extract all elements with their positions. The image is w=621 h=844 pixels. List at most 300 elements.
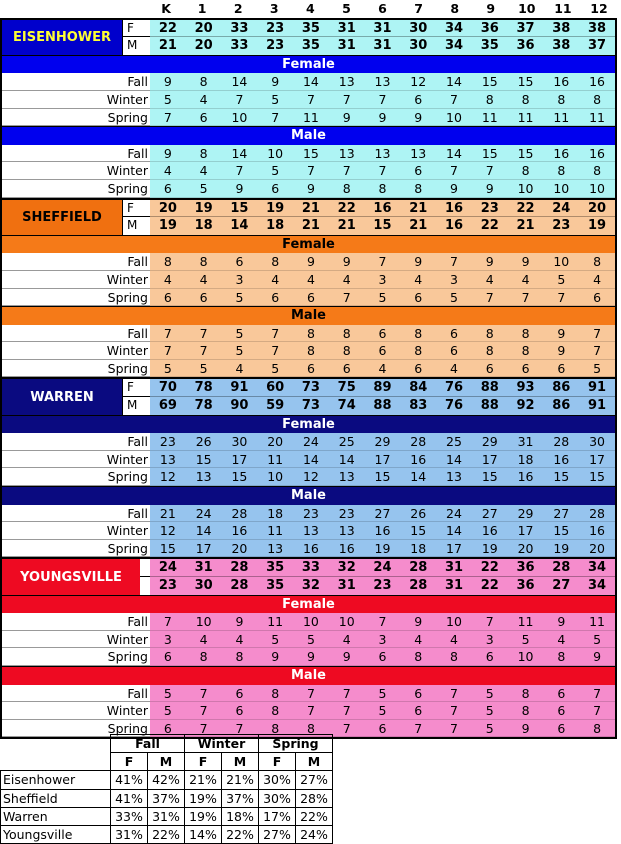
data-cell: 8 <box>508 685 544 703</box>
total-cell: 91 <box>222 379 258 397</box>
data-cell: 14 <box>186 522 222 540</box>
data-cell: 4 <box>150 162 186 180</box>
total-cell: 18 <box>194 218 213 234</box>
summary-school-name: Eisenhower <box>1 771 111 789</box>
data-cell: 28 <box>579 505 615 523</box>
data-cell: 20 <box>579 540 615 558</box>
data-cell: 19 <box>472 540 508 558</box>
season-cells <box>150 180 615 198</box>
data-cell: 16 <box>543 145 579 163</box>
data-cell: 19 <box>543 540 579 558</box>
total-cell: 21 <box>516 218 535 234</box>
summary-value-cell: 21% <box>185 771 222 789</box>
total-cell: 74 <box>337 398 356 414</box>
data-cell: 6 <box>150 289 186 307</box>
total-cell: 38 <box>579 20 615 38</box>
season-label: Fall <box>2 325 150 343</box>
total-cell: 22 <box>480 218 499 234</box>
data-cell: 9 <box>257 648 293 666</box>
data-cell: 13 <box>293 522 329 540</box>
data-cell: 8 <box>257 685 293 703</box>
data-cell: 4 <box>186 631 222 649</box>
data-cell: 16 <box>543 451 579 469</box>
data-cell: 20 <box>508 540 544 558</box>
data-cell: 6 <box>543 720 579 738</box>
school-block-eisenhower <box>0 18 617 200</box>
data-cell: 7 <box>365 253 401 271</box>
data-cell: 6 <box>472 360 508 378</box>
data-cell: 5 <box>543 271 579 289</box>
data-cell: 8 <box>186 648 222 666</box>
data-cell: 6 <box>365 342 401 360</box>
data-cell: 23 <box>293 505 329 523</box>
data-cell: 13 <box>329 522 365 540</box>
summary-value-cell: 19% <box>185 789 222 807</box>
total-cell: 21 <box>301 218 320 234</box>
data-cell: 29 <box>508 505 544 523</box>
total-cell: 31 <box>337 38 356 54</box>
season-cells <box>150 91 615 109</box>
data-cell: 7 <box>436 91 472 109</box>
data-cell: 5 <box>186 360 222 378</box>
summary-value-cell: 30% <box>259 789 296 807</box>
data-cell: 7 <box>472 289 508 307</box>
data-cell: 15 <box>222 468 258 486</box>
data-cell: 7 <box>257 109 293 127</box>
summary-header-winter: Winter <box>185 735 259 753</box>
total-cell: 22 <box>329 200 365 218</box>
data-cell: 7 <box>186 685 222 703</box>
data-cell: 8 <box>186 73 222 91</box>
total-cell: 37 <box>588 38 607 54</box>
data-cell: 4 <box>436 631 472 649</box>
data-cell: 15 <box>472 468 508 486</box>
season-cells <box>150 325 615 343</box>
season-label: Winter <box>2 631 150 649</box>
total-cell: 30 <box>400 20 436 38</box>
season-label: Winter <box>2 342 150 360</box>
data-cell: 24 <box>293 433 329 451</box>
data-cell: 8 <box>329 342 365 360</box>
data-cell: 7 <box>329 289 365 307</box>
data-cell: 9 <box>436 180 472 198</box>
summary-row <box>1 771 333 789</box>
total-cell: 70 <box>150 379 186 397</box>
summary-school-name: Sheffield <box>1 789 111 807</box>
data-cell: 6 <box>293 289 329 307</box>
grade-header-cell: 5 <box>342 1 351 16</box>
season-cells <box>150 289 615 307</box>
data-cell: 14 <box>436 451 472 469</box>
data-cell: 8 <box>400 648 436 666</box>
data-cell: 8 <box>508 162 544 180</box>
data-cell: 4 <box>436 360 472 378</box>
total-cell: 19 <box>158 218 177 234</box>
grade-header-cell: 1 <box>197 1 207 16</box>
total-cell: 32 <box>329 559 365 577</box>
school-block-youngsville <box>0 559 617 739</box>
total-cell: 78 <box>186 379 222 397</box>
data-cell: 10 <box>543 180 579 198</box>
data-cell: 7 <box>186 342 222 360</box>
data-cell: 6 <box>329 360 365 378</box>
summary-value-cell: 37% <box>222 789 259 807</box>
data-cell: 8 <box>400 342 436 360</box>
data-cell: 4 <box>365 360 401 378</box>
data-cell: 9 <box>508 253 544 271</box>
data-cell: 8 <box>257 720 293 738</box>
data-cell: 16 <box>579 522 615 540</box>
summary-value-cell: 37% <box>148 789 185 807</box>
summary-value-cell: 24% <box>296 825 333 843</box>
gender-label: F <box>122 200 150 218</box>
data-cell: 13 <box>257 540 293 558</box>
data-cell: 4 <box>508 271 544 289</box>
data-cell: 21 <box>150 505 186 523</box>
data-cell: 11 <box>257 522 293 540</box>
total-cell: 14 <box>230 218 249 234</box>
gender-label: F <box>122 20 150 38</box>
total-cell: 20 <box>194 38 213 54</box>
data-cell: 8 <box>508 702 544 720</box>
data-cell: 4 <box>257 271 293 289</box>
total-cell: 27 <box>552 578 571 593</box>
data-cell: 13 <box>329 145 365 163</box>
data-cell: 8 <box>508 325 544 343</box>
data-cell: 6 <box>365 648 401 666</box>
total-cell: 31 <box>186 559 222 577</box>
total-cell: 22 <box>472 559 508 577</box>
data-cell: 6 <box>579 289 615 307</box>
summary-row <box>1 789 333 807</box>
season-cells <box>150 702 615 720</box>
data-cell: 11 <box>543 109 579 127</box>
summary-value-cell: 33% <box>111 807 148 825</box>
female-section-banner: Female <box>2 55 615 74</box>
total-cell: 19 <box>186 200 222 218</box>
total-cell: 28 <box>543 559 579 577</box>
data-cell: 15 <box>472 73 508 91</box>
data-cell: 8 <box>257 702 293 720</box>
data-cell: 7 <box>543 289 579 307</box>
data-cell: 6 <box>150 180 186 198</box>
season-cells <box>150 271 615 289</box>
total-cell: 30 <box>194 578 213 593</box>
data-cell: 5 <box>579 360 615 378</box>
data-cell: 11 <box>579 613 615 631</box>
female-section-banner: Female <box>2 595 615 614</box>
data-cell: 17 <box>222 451 258 469</box>
data-cell: 15 <box>150 540 186 558</box>
female-spring-row <box>2 648 615 666</box>
data-cell: 10 <box>329 613 365 631</box>
female-fall-row <box>2 73 615 91</box>
data-cell: 6 <box>543 360 579 378</box>
season-label: Spring <box>2 360 150 378</box>
total-cell: 19 <box>588 218 607 234</box>
male-spring-row <box>2 540 615 558</box>
season-cells <box>150 451 615 469</box>
data-cell: 8 <box>257 253 293 271</box>
total-cell: 19 <box>257 200 293 218</box>
data-cell: 8 <box>293 342 329 360</box>
total-cell: 36 <box>516 578 535 593</box>
total-cell: 88 <box>480 398 499 414</box>
data-cell: 13 <box>365 145 401 163</box>
data-cell: 6 <box>222 253 258 271</box>
data-cell: 4 <box>579 271 615 289</box>
season-cells <box>150 468 615 486</box>
data-cell: 10 <box>579 180 615 198</box>
data-cell: 11 <box>508 109 544 127</box>
total-cell: 31 <box>329 20 365 38</box>
data-cell: 8 <box>508 91 544 109</box>
total-cell: 24 <box>150 559 186 577</box>
data-cell: 14 <box>222 73 258 91</box>
grade-header-cell: 7 <box>414 1 423 16</box>
data-cell: 14 <box>293 451 329 469</box>
data-cell: 3 <box>436 271 472 289</box>
summary-subheader-cell: M <box>296 753 333 771</box>
data-cell: 6 <box>186 289 222 307</box>
data-cell: 4 <box>329 271 365 289</box>
data-cell: 13 <box>186 468 222 486</box>
total-cell: 16 <box>436 200 472 218</box>
data-cell: 5 <box>472 702 508 720</box>
season-label: Fall <box>2 73 150 91</box>
data-cell: 9 <box>329 253 365 271</box>
total-cell: 88 <box>472 379 508 397</box>
school-name-eisenhower: EISENHOWER <box>2 20 122 55</box>
female-spring-row <box>2 109 615 127</box>
total-cell: 91 <box>588 398 607 414</box>
data-cell: 7 <box>329 162 365 180</box>
data-cell: 17 <box>186 540 222 558</box>
summary-value-cell: 42% <box>148 771 185 789</box>
data-cell: 14 <box>436 522 472 540</box>
season-label: Fall <box>2 253 150 271</box>
female-spring-row <box>2 468 615 486</box>
data-cell: 7 <box>508 289 544 307</box>
data-cell: 9 <box>329 648 365 666</box>
summary-value-cell: 22% <box>148 825 185 843</box>
data-cell: 15 <box>543 468 579 486</box>
data-cell: 8 <box>329 180 365 198</box>
summary-subheader-cell: F <box>111 753 148 771</box>
total-cell: 21 <box>337 218 356 234</box>
data-cell: 20 <box>257 433 293 451</box>
total-cell: 15 <box>373 218 392 234</box>
total-cell: 16 <box>444 218 464 234</box>
season-label: Spring <box>2 289 150 307</box>
data-cell: 16 <box>543 73 579 91</box>
data-cell: 9 <box>150 73 186 91</box>
season-cells <box>150 145 615 163</box>
data-cell: 8 <box>400 325 436 343</box>
data-cell: 4 <box>329 631 365 649</box>
data-cell: 8 <box>293 325 329 343</box>
data-cell: 7 <box>472 613 508 631</box>
data-cell: 20 <box>222 540 258 558</box>
female-section-banner: Female <box>2 415 615 434</box>
data-cell: 27 <box>472 505 508 523</box>
season-cells <box>150 685 615 703</box>
summary-subheader-cell: M <box>148 753 185 771</box>
data-cell: 3 <box>365 631 401 649</box>
grade-header-cell: K <box>161 1 171 16</box>
total-cell: 15 <box>222 200 258 218</box>
female-section-banner: Female <box>2 235 615 254</box>
data-cell: 10 <box>436 613 472 631</box>
data-cell: 7 <box>365 613 401 631</box>
data-cell: 5 <box>472 685 508 703</box>
data-cell: 6 <box>400 685 436 703</box>
summary-value-cell: 41% <box>111 771 148 789</box>
season-cells <box>150 360 615 378</box>
total-cell: 76 <box>444 398 464 414</box>
data-cell: 13 <box>400 145 436 163</box>
data-cell: 19 <box>365 540 401 558</box>
data-cell: 8 <box>472 91 508 109</box>
data-cell: 25 <box>436 433 472 451</box>
data-cell: 6 <box>293 360 329 378</box>
total-cell: 86 <box>552 398 571 414</box>
gender-label: M <box>122 37 150 55</box>
data-cell: 7 <box>579 702 615 720</box>
season-label: Spring <box>2 109 150 127</box>
season-label: Fall <box>2 685 150 703</box>
data-cell: 5 <box>150 685 186 703</box>
data-cell: 7 <box>579 685 615 703</box>
male-spring-row <box>2 360 615 378</box>
grade-header-cell: 8 <box>450 1 460 16</box>
season-cells <box>150 73 615 91</box>
school-block-warren <box>0 379 617 559</box>
summary-value-cell: 22% <box>222 825 259 843</box>
data-cell: 15 <box>293 145 329 163</box>
data-cell: 9 <box>329 109 365 127</box>
data-cell: 16 <box>400 451 436 469</box>
total-cell: 21 <box>158 38 177 54</box>
total-cell: 16 <box>365 200 401 218</box>
data-cell: 5 <box>150 360 186 378</box>
data-cell: 9 <box>400 109 436 127</box>
data-cell: 11 <box>472 109 508 127</box>
summary-school-name: Youngsville <box>1 825 111 843</box>
data-cell: 15 <box>400 522 436 540</box>
total-cell: 83 <box>409 398 428 414</box>
total-cell: 31 <box>337 578 356 593</box>
total-cell: 88 <box>373 398 392 414</box>
season-label: Spring <box>2 180 150 198</box>
summary-subheader-cell: F <box>185 753 222 771</box>
data-cell: 7 <box>436 702 472 720</box>
data-cell: 4 <box>150 271 186 289</box>
summary-value-cell: 30% <box>259 771 296 789</box>
season-cells <box>150 631 615 649</box>
summary-value-cell: 21% <box>222 771 259 789</box>
total-cells <box>150 397 615 415</box>
data-cell: 7 <box>329 720 365 738</box>
summary-subheader-cell: M <box>222 753 259 771</box>
total-cell: 73 <box>293 379 329 397</box>
summary-value-cell: 31% <box>148 807 185 825</box>
data-cell: 9 <box>543 325 579 343</box>
data-cell: 12 <box>400 73 436 91</box>
data-cell: 10 <box>257 468 293 486</box>
data-cell: 3 <box>365 271 401 289</box>
total-cell: 20 <box>579 200 615 218</box>
male-section-banner: Male <box>2 486 615 505</box>
data-cell: 13 <box>150 451 186 469</box>
data-cell: 26 <box>400 505 436 523</box>
female-spring-row <box>2 289 615 307</box>
data-cell: 16 <box>508 468 544 486</box>
total-cell: 23 <box>552 218 571 234</box>
total-cell: 30 <box>409 38 428 54</box>
data-cell: 17 <box>436 540 472 558</box>
total-cell: 93 <box>508 379 544 397</box>
gender-label: M <box>122 397 150 415</box>
data-cell: 13 <box>436 468 472 486</box>
total-cell: 21 <box>409 218 428 234</box>
data-cell: 4 <box>400 271 436 289</box>
data-cell: 16 <box>365 522 401 540</box>
data-cell: 9 <box>400 613 436 631</box>
total-cell: 23 <box>373 578 392 593</box>
total-cell: 34 <box>588 578 607 593</box>
season-cells <box>150 342 615 360</box>
total-cell: 34 <box>436 20 472 38</box>
data-cell: 18 <box>257 505 293 523</box>
data-cell: 16 <box>222 522 258 540</box>
data-cell: 4 <box>186 271 222 289</box>
data-cell: 29 <box>365 433 401 451</box>
season-label: Spring <box>2 648 150 666</box>
total-cell: 76 <box>436 379 472 397</box>
data-cell: 8 <box>186 253 222 271</box>
data-cell: 6 <box>400 289 436 307</box>
total-cell: 36 <box>508 559 544 577</box>
season-label: Fall <box>2 505 150 523</box>
data-cell: 14 <box>329 451 365 469</box>
total-cell: 23 <box>266 38 285 54</box>
season-label: Fall <box>2 145 150 163</box>
data-cell: 5 <box>508 631 544 649</box>
data-cell: 11 <box>579 109 615 127</box>
data-cell: 12 <box>293 468 329 486</box>
school-name-warren: WARREN <box>2 379 122 414</box>
female-fall-row <box>2 613 615 631</box>
data-cell: 8 <box>472 325 508 343</box>
grade-header-cell: 6 <box>378 1 387 16</box>
data-cell: 9 <box>293 180 329 198</box>
summary-value-cell: 19% <box>185 807 222 825</box>
data-cell: 9 <box>579 648 615 666</box>
data-cell: 9 <box>150 145 186 163</box>
total-cell: 22 <box>150 20 186 38</box>
total-cell: 28 <box>230 578 249 593</box>
data-cell: 7 <box>329 702 365 720</box>
summary-value-cell: 41% <box>111 789 148 807</box>
data-cell: 6 <box>222 702 258 720</box>
data-cell: 7 <box>293 91 329 109</box>
data-cell: 7 <box>222 720 258 738</box>
data-cell: 4 <box>543 631 579 649</box>
total-cell: 89 <box>365 379 401 397</box>
data-cell: 10 <box>186 613 222 631</box>
season-cells <box>150 522 615 540</box>
